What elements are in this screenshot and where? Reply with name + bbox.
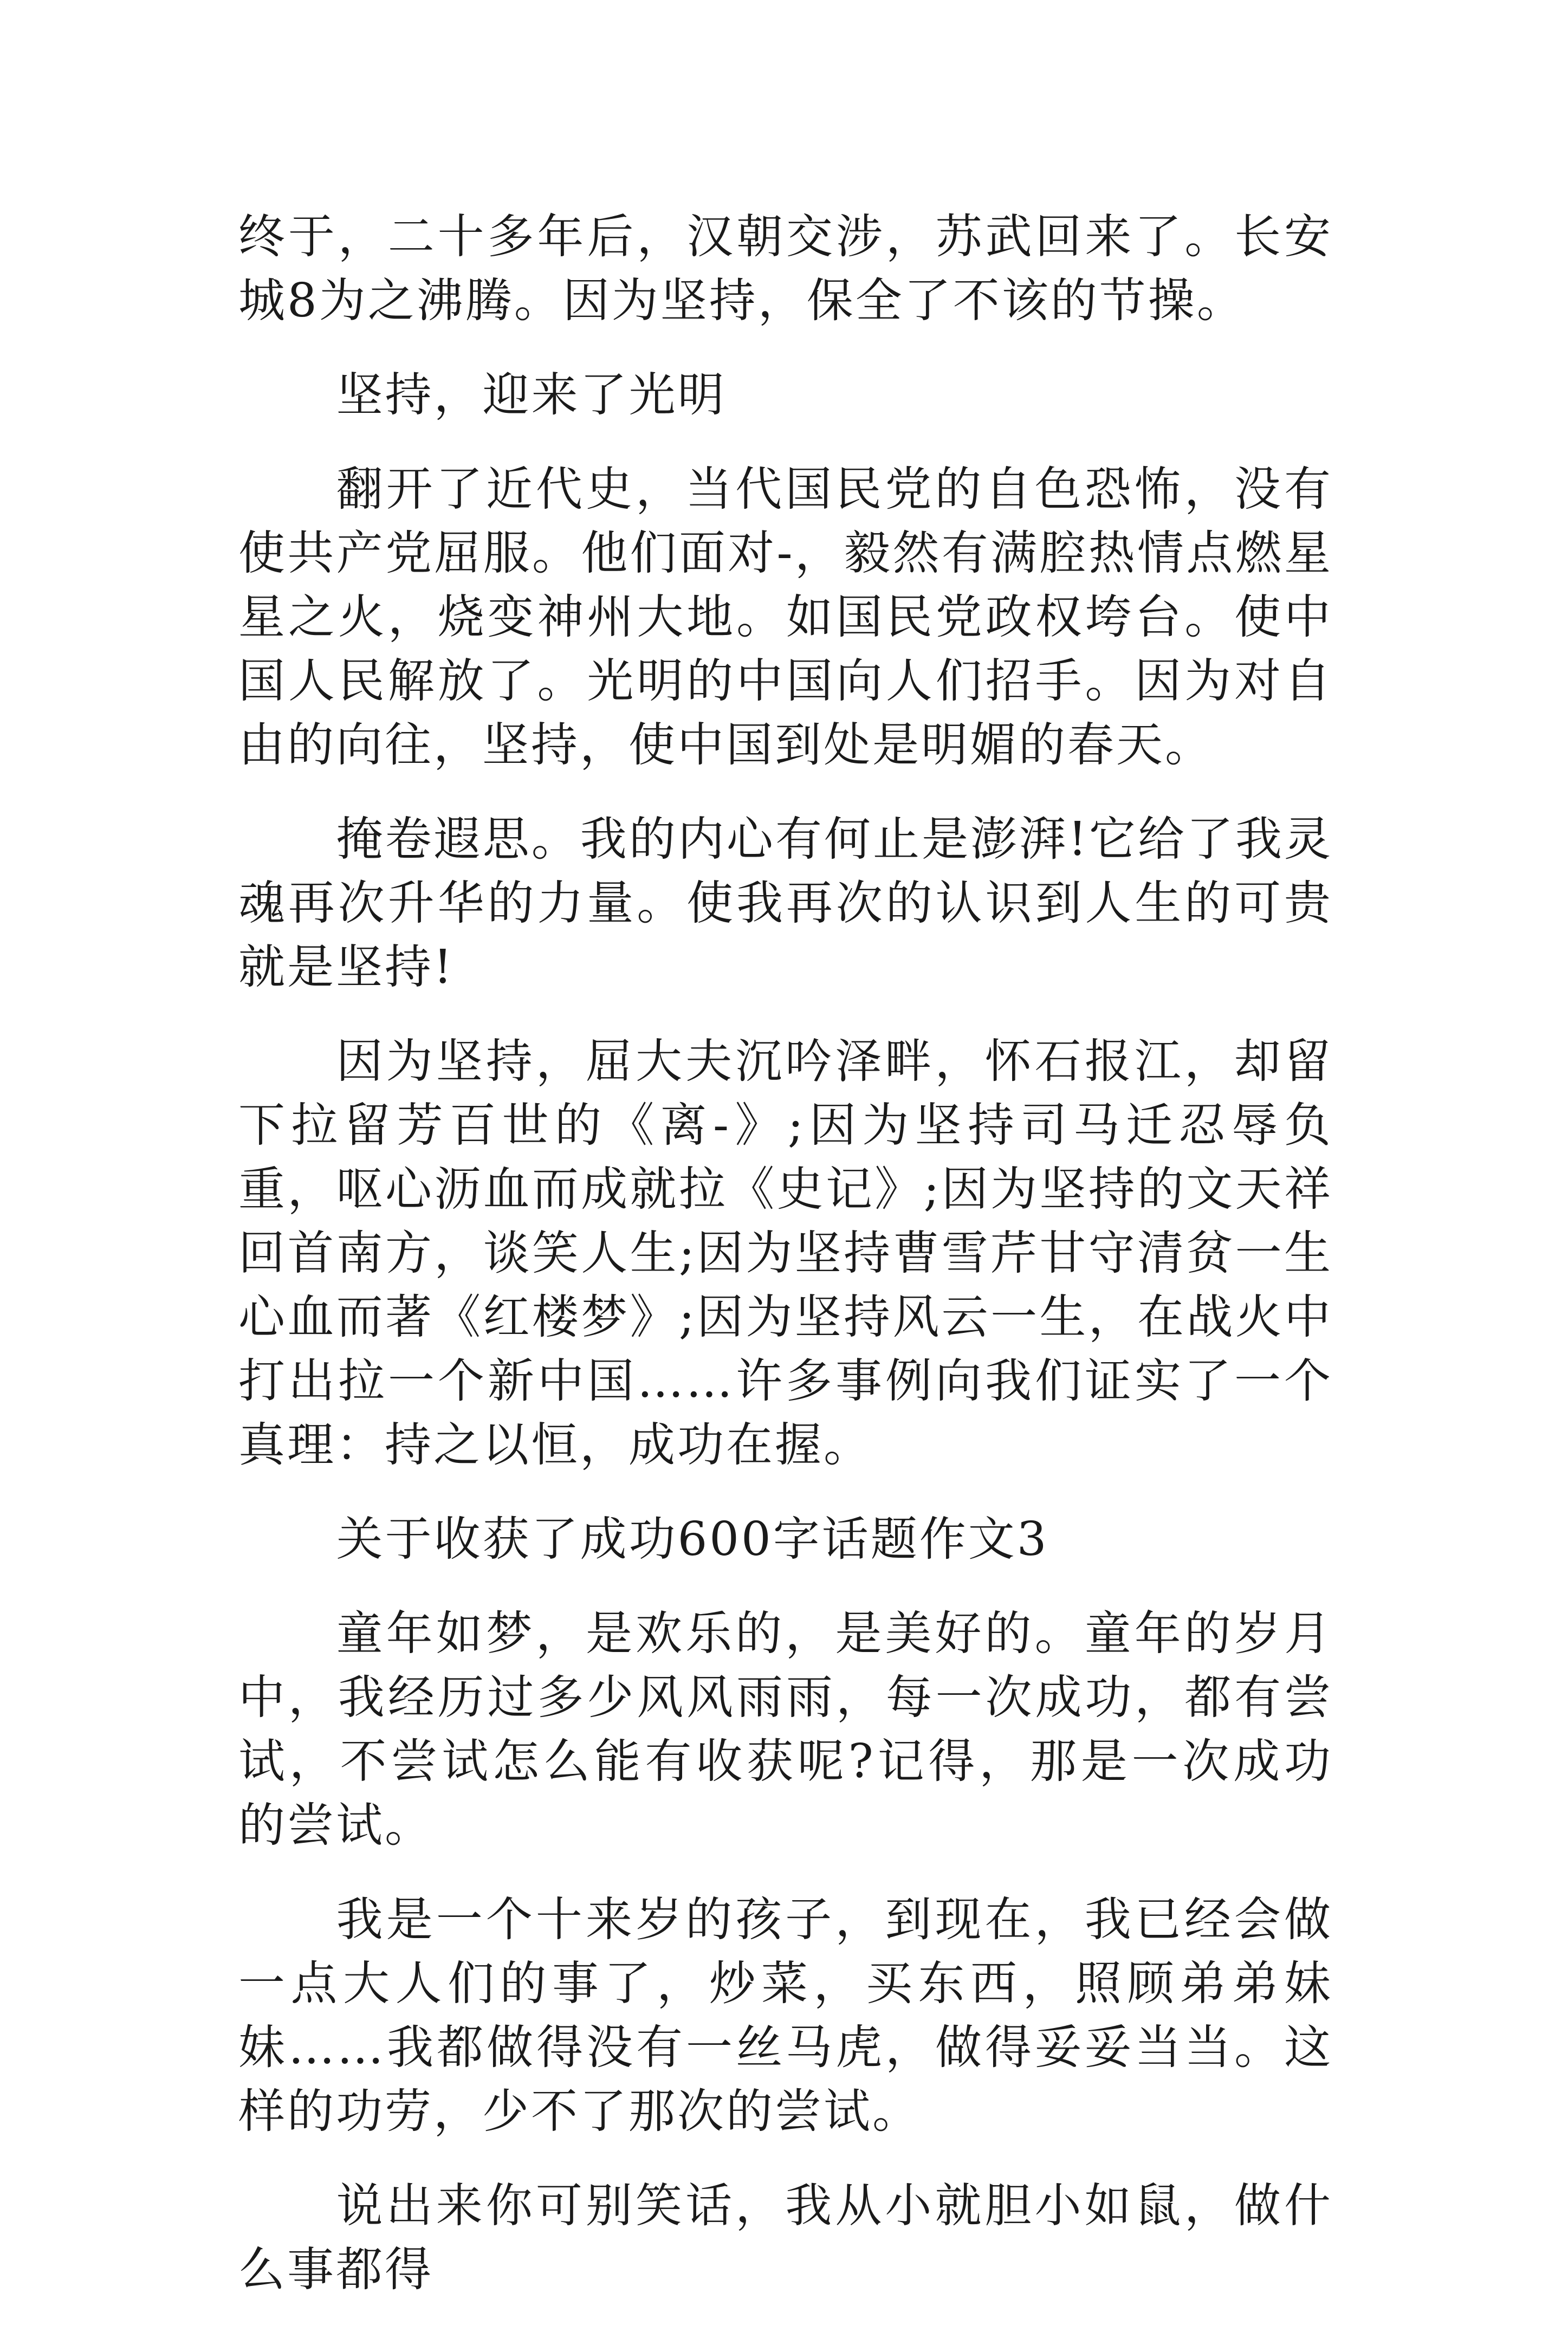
paragraph-timid-child: 说出来你可别笑话，我从小就胆小如鼠，做什么事都得 <box>238 2179 1333 2297</box>
paragraph-historical-examples: 因为坚持，屈大夫沉吟泽畔，怀石报江，却留下拉留芳百世的《离-》;因为坚持司马迁忍辱负重，呕心沥血而成就拉《史记》;因为坚持的文天祥回首南方，谈笑人生;因为坚持曹雪芹甘守清贫一生心血而著《红楼梦》;因为坚持风云一生，在战火中打出拉一个新中国……许多事例向我们证实了一个真理：持之以恒，成功在握。 <box>238 1034 1333 1472</box>
paragraph-reflection: 掩卷遐思。我的内心有何止是澎湃!它给了我灵魂再次升华的力量。使我再次的认识到人生的可贵就是坚持! <box>238 812 1333 994</box>
essay-title-3: 关于收获了成功600字话题作文3 <box>336 1512 1049 1566</box>
document-body <box>238 205 1333 2332</box>
paragraph-ten-year-old: 我是一个十来岁的孩子，到现在，我已经会做一点大人们的事了，炒菜，买东西，照顾弟弟妹妹……我都做得没有一丝马虎，做得妥妥当当。这样的功劳，少不了那次的尝试。 <box>238 1893 1333 2139</box>
paragraph-su-wu-return: 终于，二十多年后，汉朝交涉，苏武回来了。长安城8为之沸腾。因为坚持，保全了不该的节操。 <box>238 210 1333 328</box>
paragraph-modern-history: 翻开了近代史，当代国民党的自色恐怖，没有使共产党屈服。他们面对-，毅然有满腔热情点燃星星之火，烧变神州大地。如国民党政权垮台。使中国人民解放了。光明的中国向人们招手。因为对自由的向往，坚持，使中国到处是明媚的春天。 <box>238 462 1333 772</box>
paragraph-childhood-dream: 童年如梦，是欢乐的，是美好的。童年的岁月中，我经历过多少风风雨雨，每一次成功，都有尝试，不尝试怎么能有收获呢?记得，那是一次成功的尝试。 <box>238 1607 1333 1852</box>
section-heading-persistence-light: 坚持，迎来了光明 <box>336 368 727 422</box>
